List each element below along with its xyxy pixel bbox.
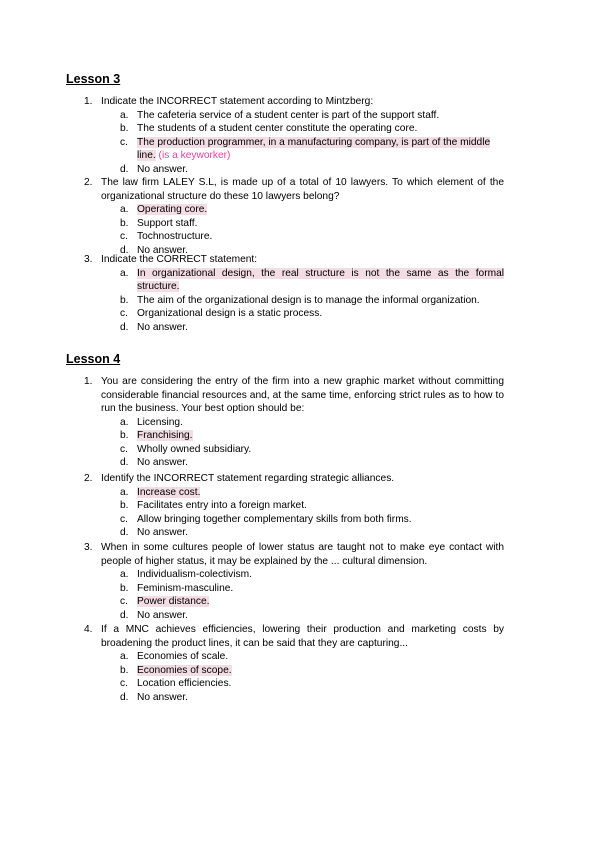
option-text-highlighted: Franchising. [137, 430, 193, 441]
options-list [120, 109, 504, 177]
question-text: Indicate the INCORRECT statement according to Mintzberg: [101, 96, 374, 107]
option-letter: c. [120, 231, 128, 242]
option-d [120, 321, 504, 335]
option-text: Individualism-colectivism. [137, 569, 252, 580]
option-c [120, 443, 504, 457]
lesson-4-question-4 [84, 623, 504, 704]
option-letter: c. [120, 308, 128, 319]
option-b [120, 429, 504, 443]
option-text: Allow bringing together complementary skills from both firms. [137, 513, 412, 525]
option-letter: d. [120, 321, 129, 333]
option-letter: c. [120, 443, 128, 455]
option-text-highlighted: Power distance. [137, 596, 210, 607]
lesson-4-question-2 [84, 472, 504, 540]
option-d [120, 691, 504, 705]
question-text: Identify the INCORRECT statement regarding strategic alliances. [101, 473, 395, 484]
lesson-3-title: Lesson 3 [66, 72, 121, 86]
question-number: 3. [84, 254, 93, 265]
option-d [120, 526, 504, 540]
option-a [120, 416, 504, 430]
options-list [120, 568, 504, 622]
option-letter: b. [120, 123, 129, 134]
option-text-highlighted: The production programmer, in a manufacturing company, is part of the middle line. [137, 136, 491, 161]
option-text: Economies of scale. [137, 651, 229, 662]
option-text: Support staff. [137, 217, 198, 229]
lesson-4-question-1 [84, 375, 504, 470]
option-text: The cafeteria service of a student center is part of the support staff. [137, 109, 440, 121]
option-letter: d. [120, 244, 129, 256]
option-c [120, 595, 504, 609]
option-letter: d. [120, 691, 129, 703]
option-letter: b. [120, 294, 129, 306]
question-number: 4. [84, 624, 93, 635]
option-letter: c. [120, 678, 128, 689]
question-text: If a MNC achieves efficiencies, lowering their production and marketing costs by broadening the product lines, it can be said that they are capturing... [101, 624, 504, 649]
option-c [120, 513, 504, 527]
option-text: Organizational design is a static process. [137, 308, 323, 319]
option-text-highlighted: Operating core. [137, 204, 208, 215]
option-letter: b. [120, 500, 129, 511]
question-text: Indicate the CORRECT statement: [101, 254, 258, 265]
options-list [120, 416, 504, 470]
option-letter: a. [120, 204, 129, 215]
question-number: 2. [84, 177, 93, 188]
question-number: 1. [84, 376, 93, 387]
option-letter: d. [120, 163, 129, 175]
lesson-3-question-2 [84, 176, 504, 257]
option-b [120, 582, 504, 596]
option-letter: c. [120, 596, 128, 607]
lesson-3-question-1 [84, 95, 504, 176]
option-text: Tochnostructure. [137, 231, 213, 242]
option-text: Wholly owned subsidiary. [137, 443, 252, 455]
option-d [120, 609, 504, 623]
option-a [120, 109, 504, 123]
option-c [120, 677, 504, 691]
option-text: No answer. [137, 609, 188, 621]
options-list [120, 486, 504, 540]
option-letter: a. [120, 267, 129, 279]
options-list [120, 650, 504, 704]
option-a [120, 486, 504, 500]
option-letter: a. [120, 486, 129, 498]
option-letter: c. [120, 136, 128, 148]
option-b [120, 122, 504, 136]
option-b [120, 217, 504, 231]
question-text: You are considering the entry of the firm into a new graphic market without committing considerable financial resources and, at the same time, enforcing strict rules as to how to run the business. Your best option should be: [101, 376, 504, 414]
option-c [120, 230, 504, 244]
option-text: The students of a student center constitute the operating core. [137, 123, 418, 134]
option-a [120, 203, 504, 217]
options-list [120, 203, 504, 257]
option-b [120, 499, 504, 513]
lesson-3-question-3 [84, 253, 504, 334]
option-letter: b. [120, 430, 129, 441]
option-d [120, 456, 504, 470]
option-text: No answer. [137, 244, 188, 256]
option-letter: d. [120, 457, 129, 468]
option-letter: a. [120, 569, 129, 580]
option-letter: a. [120, 416, 129, 428]
option-text: No answer. [137, 691, 188, 703]
question-text: When in some cultures people of lower status are taught not to make eye contact with people of higher status, it may be explained by the ... cultural dimension. [101, 542, 504, 567]
option-text: Licensing. [137, 416, 183, 428]
option-a [120, 568, 504, 582]
option-c [120, 307, 504, 321]
option-letter: a. [120, 109, 129, 121]
option-b [120, 664, 504, 678]
option-text: Location efficiencies. [137, 678, 232, 689]
option-text-highlighted: Economies of scope. [137, 664, 232, 676]
lesson-4-question-3 [84, 541, 504, 622]
options-list [120, 267, 504, 335]
option-letter: c. [120, 513, 128, 525]
option-letter: a. [120, 651, 129, 662]
option-text: Feminism-masculine. [137, 582, 234, 594]
option-text: The aim of the organizational design is to manage the informal organization. [137, 294, 480, 306]
question-text: The law firm LALEY S.L, is made up of a total of 10 lawyers. To which element of the organizational structure do these 10 lawyers belong? [101, 177, 504, 202]
option-c [120, 136, 504, 163]
option-text: No answer. [137, 163, 188, 175]
option-b [120, 294, 504, 308]
option-text: No answer. [137, 457, 188, 468]
question-number: 3. [84, 542, 93, 553]
option-a [120, 650, 504, 664]
option-letter: d. [120, 609, 129, 621]
option-text: Facilitates entry into a foreign market. [137, 500, 307, 511]
option-note: (is a keyworker) [158, 150, 231, 161]
option-a [120, 267, 504, 294]
option-text: No answer. [137, 321, 188, 333]
option-text-highlighted: In organizational design, the real structure is not the same as the formal structure. [137, 267, 504, 292]
question-number: 2. [84, 473, 93, 484]
option-letter: b. [120, 582, 129, 594]
option-d [120, 163, 504, 177]
question-number: 1. [84, 96, 93, 107]
lesson-4-title: Lesson 4 [66, 352, 121, 366]
option-text-highlighted: Increase cost. [137, 486, 201, 498]
option-text: No answer. [137, 527, 188, 538]
option-letter: b. [120, 217, 129, 229]
option-letter: b. [120, 664, 129, 676]
option-letter: d. [120, 527, 129, 538]
